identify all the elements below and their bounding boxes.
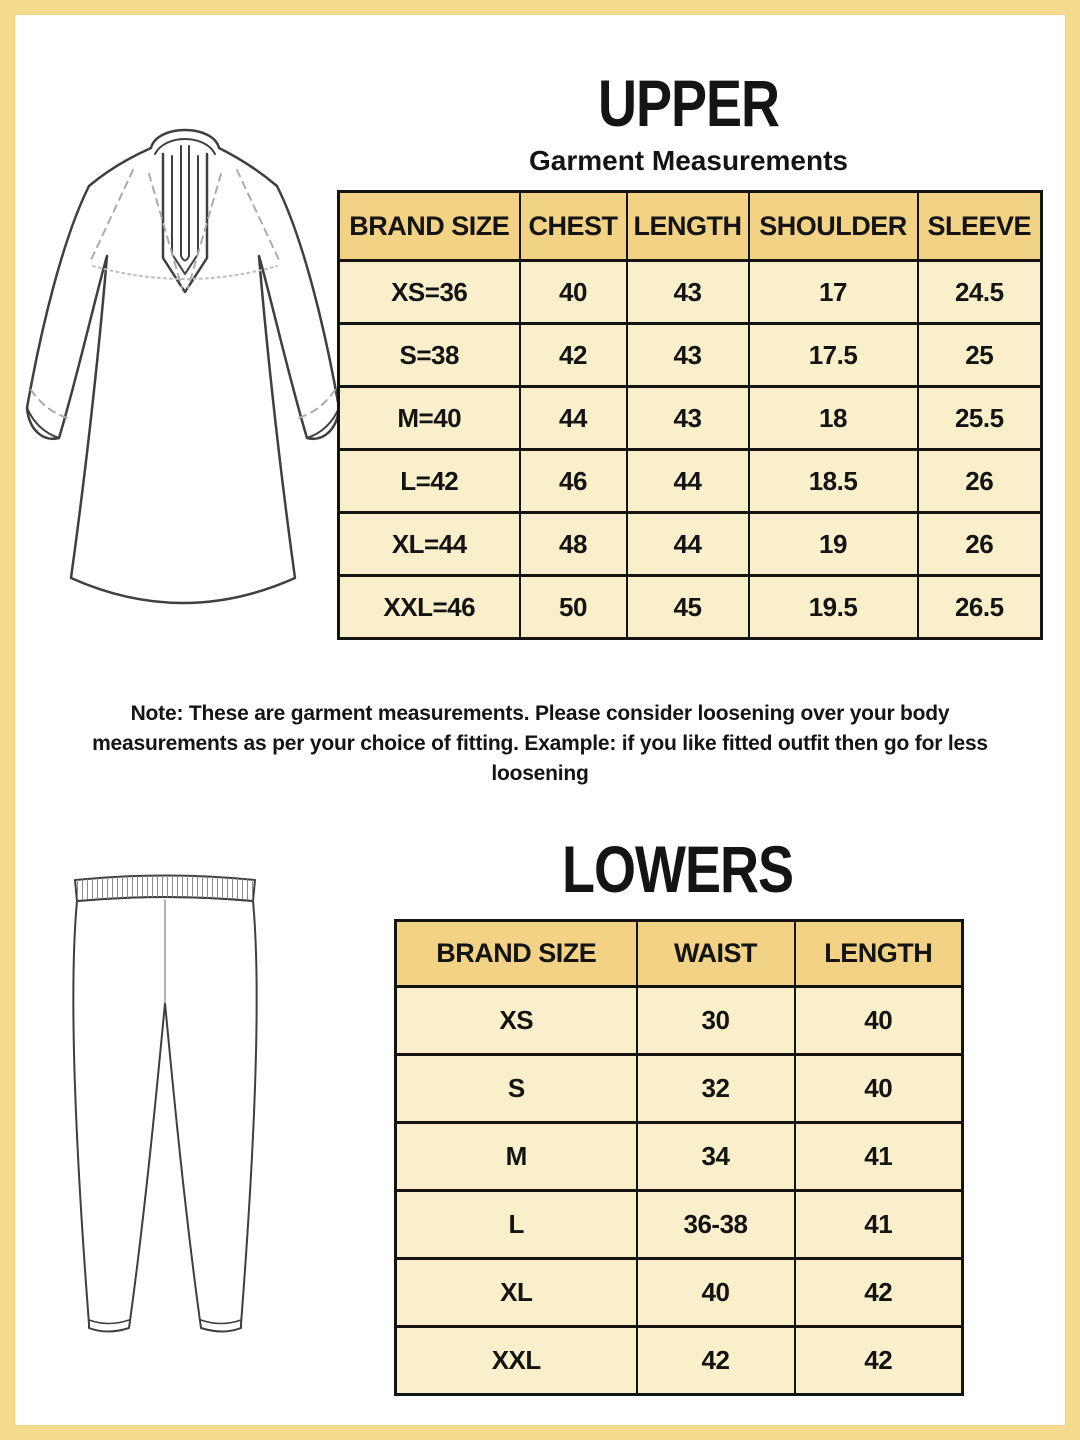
table-cell: 25 (918, 324, 1042, 387)
table-cell: XS (396, 987, 637, 1055)
table-cell: 44 (627, 513, 749, 576)
table-cell: 40 (795, 1055, 963, 1123)
table-cell: XL=44 (339, 513, 520, 576)
table-row (339, 261, 1042, 324)
table-cell: 42 (520, 324, 627, 387)
table-cell: 42 (795, 1259, 963, 1327)
table-cell: 41 (795, 1123, 963, 1191)
table-cell: 17.5 (749, 324, 918, 387)
table-cell: 40 (520, 261, 627, 324)
column-header-sleeve: SLEEVE (918, 192, 1042, 261)
table-cell: L=42 (339, 450, 520, 513)
table-cell: 48 (520, 513, 627, 576)
table-cell: 26.5 (918, 576, 1042, 639)
table-cell: 41 (795, 1191, 963, 1259)
table-row (396, 1259, 963, 1327)
table-cell: 40 (795, 987, 963, 1055)
table-row (396, 1123, 963, 1191)
table-cell: 25.5 (918, 387, 1042, 450)
column-header-chest: CHEST (520, 192, 627, 261)
upper-size-table (337, 190, 1043, 640)
table-cell: 43 (627, 261, 749, 324)
column-header-brand-size: BRAND SIZE (339, 192, 520, 261)
table-cell: 32 (637, 1055, 795, 1123)
table-cell: XL (396, 1259, 637, 1327)
pants-illustration (55, 868, 280, 1353)
column-header-waist: WAIST (637, 921, 795, 987)
column-header-brand-size: BRAND SIZE (396, 921, 637, 987)
table-cell: 18.5 (749, 450, 918, 513)
table-cell: 17 (749, 261, 918, 324)
table-cell: M (396, 1123, 637, 1191)
table-row (339, 324, 1042, 387)
table-cell: 19.5 (749, 576, 918, 639)
table-cell: 34 (637, 1123, 795, 1191)
upper-section-subtitle: Garment Measurements (528, 145, 848, 176)
table-row (339, 513, 1042, 576)
table-cell: S (396, 1055, 637, 1123)
table-cell: 19 (749, 513, 918, 576)
table-header-row (339, 192, 1042, 261)
table-row (396, 987, 963, 1055)
table-row (339, 450, 1042, 513)
measurement-note: Note: These are garment measurements. Please consider loosening over your body measurements as per your choice of fitting. Example: if you like fitted outfit then go for less loosening (92, 702, 988, 785)
table-cell: 43 (627, 387, 749, 450)
upper-section-title: UPPER (597, 67, 780, 141)
table-cell: 42 (795, 1327, 963, 1395)
table-cell: XXL (396, 1327, 637, 1395)
table-cell: 36-38 (637, 1191, 795, 1259)
table-cell: XS=36 (339, 261, 520, 324)
table-cell: 26 (918, 513, 1042, 576)
table-cell: L (396, 1191, 637, 1259)
table-cell: 43 (627, 324, 749, 387)
table-row (396, 1327, 963, 1395)
lowers-section-title: LOWERS (562, 833, 793, 907)
table-cell: 24.5 (918, 261, 1042, 324)
table-cell: 18 (749, 387, 918, 450)
table-cell: 45 (627, 576, 749, 639)
table-cell: 26 (918, 450, 1042, 513)
table-header-row (396, 921, 963, 987)
table-cell: 40 (637, 1259, 795, 1327)
table-cell: 50 (520, 576, 627, 639)
table-cell: 44 (520, 387, 627, 450)
table-cell: 42 (637, 1327, 795, 1395)
column-header-length: LENGTH (627, 192, 749, 261)
table-cell: S=38 (339, 324, 520, 387)
table-cell: 30 (637, 987, 795, 1055)
kurta-illustration (15, 108, 345, 653)
table-row (339, 576, 1042, 639)
column-header-shoulder: SHOULDER (749, 192, 918, 261)
table-cell: 46 (520, 450, 627, 513)
table-cell: M=40 (339, 387, 520, 450)
column-header-length: LENGTH (795, 921, 963, 987)
table-row (396, 1191, 963, 1259)
table-row (339, 387, 1042, 450)
table-cell: XXL=46 (339, 576, 520, 639)
table-cell: 44 (627, 450, 749, 513)
table-row (396, 1055, 963, 1123)
lowers-size-table (394, 919, 964, 1396)
